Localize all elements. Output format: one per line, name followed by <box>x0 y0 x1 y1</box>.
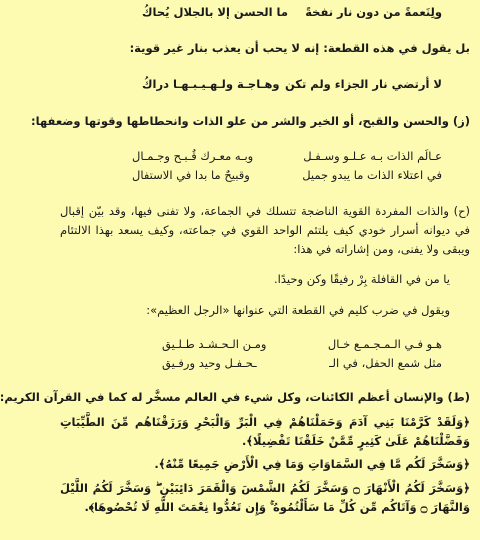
verse3-line1-left: وبـه معـرك قُـبـح وجـمـال <box>132 149 254 163</box>
section-h-paragraph: (ح) والذات المفردة القوية الناضجة تتسلك في الجماعة، ولا تفنى فيها، وقد بيّن إقبال في ديوانه أسرار خودي كيف يلتئم الواحد القوي في جماعته، وكيف يسعد بهذا الالتئام ويبقى ولا يفنى، ومن إشاراته في هذا: <box>60 204 470 256</box>
quran-verse-1: ﴿وَلَقَدْ كَرَّمْنَا بَنِي آدَمَ وَحَمَلْنَاهُمْ فِي الْبَرِّ وَالْبَحْرِ وَرَزَقْنَاهُم مِّنَ الطَّيِّبَاتِ وَفَضَّلْنَاهُمْ عَلَىٰ كَثِيرٍ مِّمَّنْ خَلَقْنَا تَفْضِيلًا﴾. <box>60 415 470 448</box>
quran-verse-3: ﴿وَسَخَّرَ لَكُمُ الْأَنْهَارَ ۝ وَسَخَّرَ لَكُمُ الشَّمْسَ وَالْقَمَرَ دَائِبَيْنِ ۖ وَسَخَّرَ لَكُمُ اللَّيْلَ وَالنَّهَارَ ۝ وَآتَاكُم مِّن كُلِّ مَا سَأَلْتُمُوهُ ۚ وَإِن تَعُدُّوا نِعْمَتَ اللَّهِ لَا تُحْصُوهَا﴾. <box>60 481 470 514</box>
verse3-line2-right: في اعتلاء الذات ما يبدو جميل <box>302 168 442 182</box>
quran-verse-2: ﴿وَسَخَّرَ لَكُم مَّا فِي السَّمَاوَاتِ وَمَا فِي الْأَرْضِ جَمِيعًا مِّنْهُ﴾. <box>154 457 470 471</box>
verse4-line2-left: ـحـفـل وحيد ورفـيق <box>162 356 257 370</box>
iqbal-quote: يا من في القافلة بِرْ رفيقًا وكن وحيدًا. <box>274 272 450 286</box>
verse3-line2-left: وقبيحٌ ما بدا في الاستفال <box>132 168 250 182</box>
intro-line-1: بل يقول في هذه القطعة: إنه لا يحب أن يعذب بنار غير قوية: <box>129 41 470 55</box>
verse2-left-hemistich: وهـاجـة ولـهـيـبـهـا دراكُ <box>142 77 280 91</box>
verse1-right-hemistich: ولِنَعمةً من دون نار نفخةً <box>305 5 442 19</box>
verse4-line2-right: مثل شمع الحفل، في الـ <box>329 356 442 370</box>
section-t-heading: (ط) والإنسان أعظم الكائنات، وكل شيء في العالم مسخَّر له كما في القرآن الكريم: <box>0 390 470 404</box>
verse1-left-hemistich: ما الحسن إلا بالجلال يُحاكُ <box>142 5 288 19</box>
verse2-right-hemistich: لا أرتضي نار الجزاء ولم تكن <box>284 77 442 91</box>
verse4-line1-left: ومـن الـحـشـد طـلـيق <box>162 337 267 351</box>
section-z-heading: (ز) والحسن والقبح، أو الخير والشر من علو الذات وانحطاطها وقوتها وضعفها: <box>31 114 470 128</box>
intro-line-2: ويقول في ضرب كليم في القطعة التي عنوانها «الرجل العظيم»: <box>146 303 450 317</box>
verse4-line1-right: هـو فـي الـمـجـمـع خـال <box>327 337 442 351</box>
verse3-line1-right: عـالَم الذات بـه عـلـو وسـفـل <box>303 149 442 163</box>
